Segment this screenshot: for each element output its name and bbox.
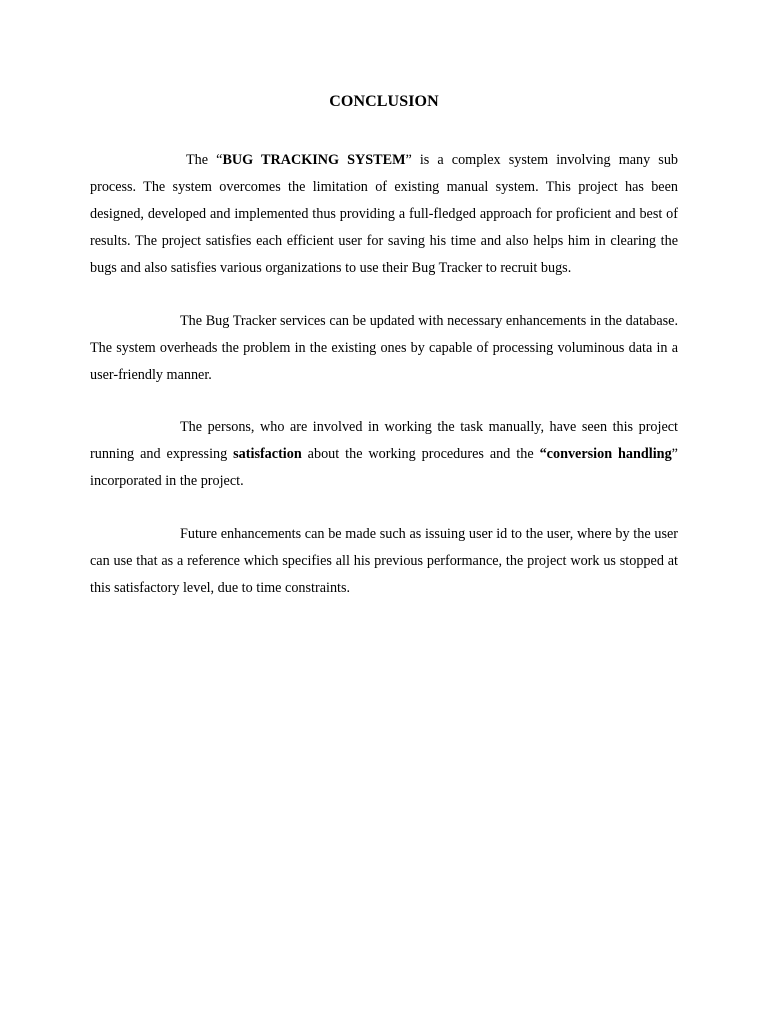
system-name-bold: BUG TRACKING SYSTEM (222, 152, 406, 168)
paragraph-2: The Bug Tracker services can be updated with necessary enhancements in the database. The system overheads the problem in the existing ones by capable of processing voluminous data in a user-friendly manner. (90, 313, 678, 383)
paragraph-4: Future enhancements can be made such as issuing user id to the user, where by the user can use that as a reference which specifies all his previous performance, the project work us stopped at this satisfactory level, due to time constraints. (90, 526, 678, 596)
conversion-handling-bold: “conversion handling (539, 446, 672, 462)
paragraph-1-text-end: ” is a complex system involving many sub process. The system overcomes the limitation of existing manual system. This project has been designed, developed and implemented thus providing a full-fledged approach for proficient and best of results. The project satisfies each efficient user for saving his time and also helps him in clearing the bugs and also satisfies various organizations to use their Bug Tracker to recruit bugs. (90, 152, 679, 276)
paragraph-3-text-start: The persons, who are involved in working the task manually, have seen this project running and expressing (90, 419, 678, 462)
page-title: CONCLUSION (329, 93, 439, 110)
satisfaction-bold: satisfaction (233, 446, 302, 462)
paragraph-1 (90, 147, 678, 282)
paragraph-3 (90, 414, 678, 495)
paragraph-3-text-middle: about the working procedures and the (301, 446, 540, 462)
paragraph-3-text-end: ” incorporated in the project. (90, 446, 678, 489)
paragraph-1-text-start: The “ (186, 152, 223, 168)
